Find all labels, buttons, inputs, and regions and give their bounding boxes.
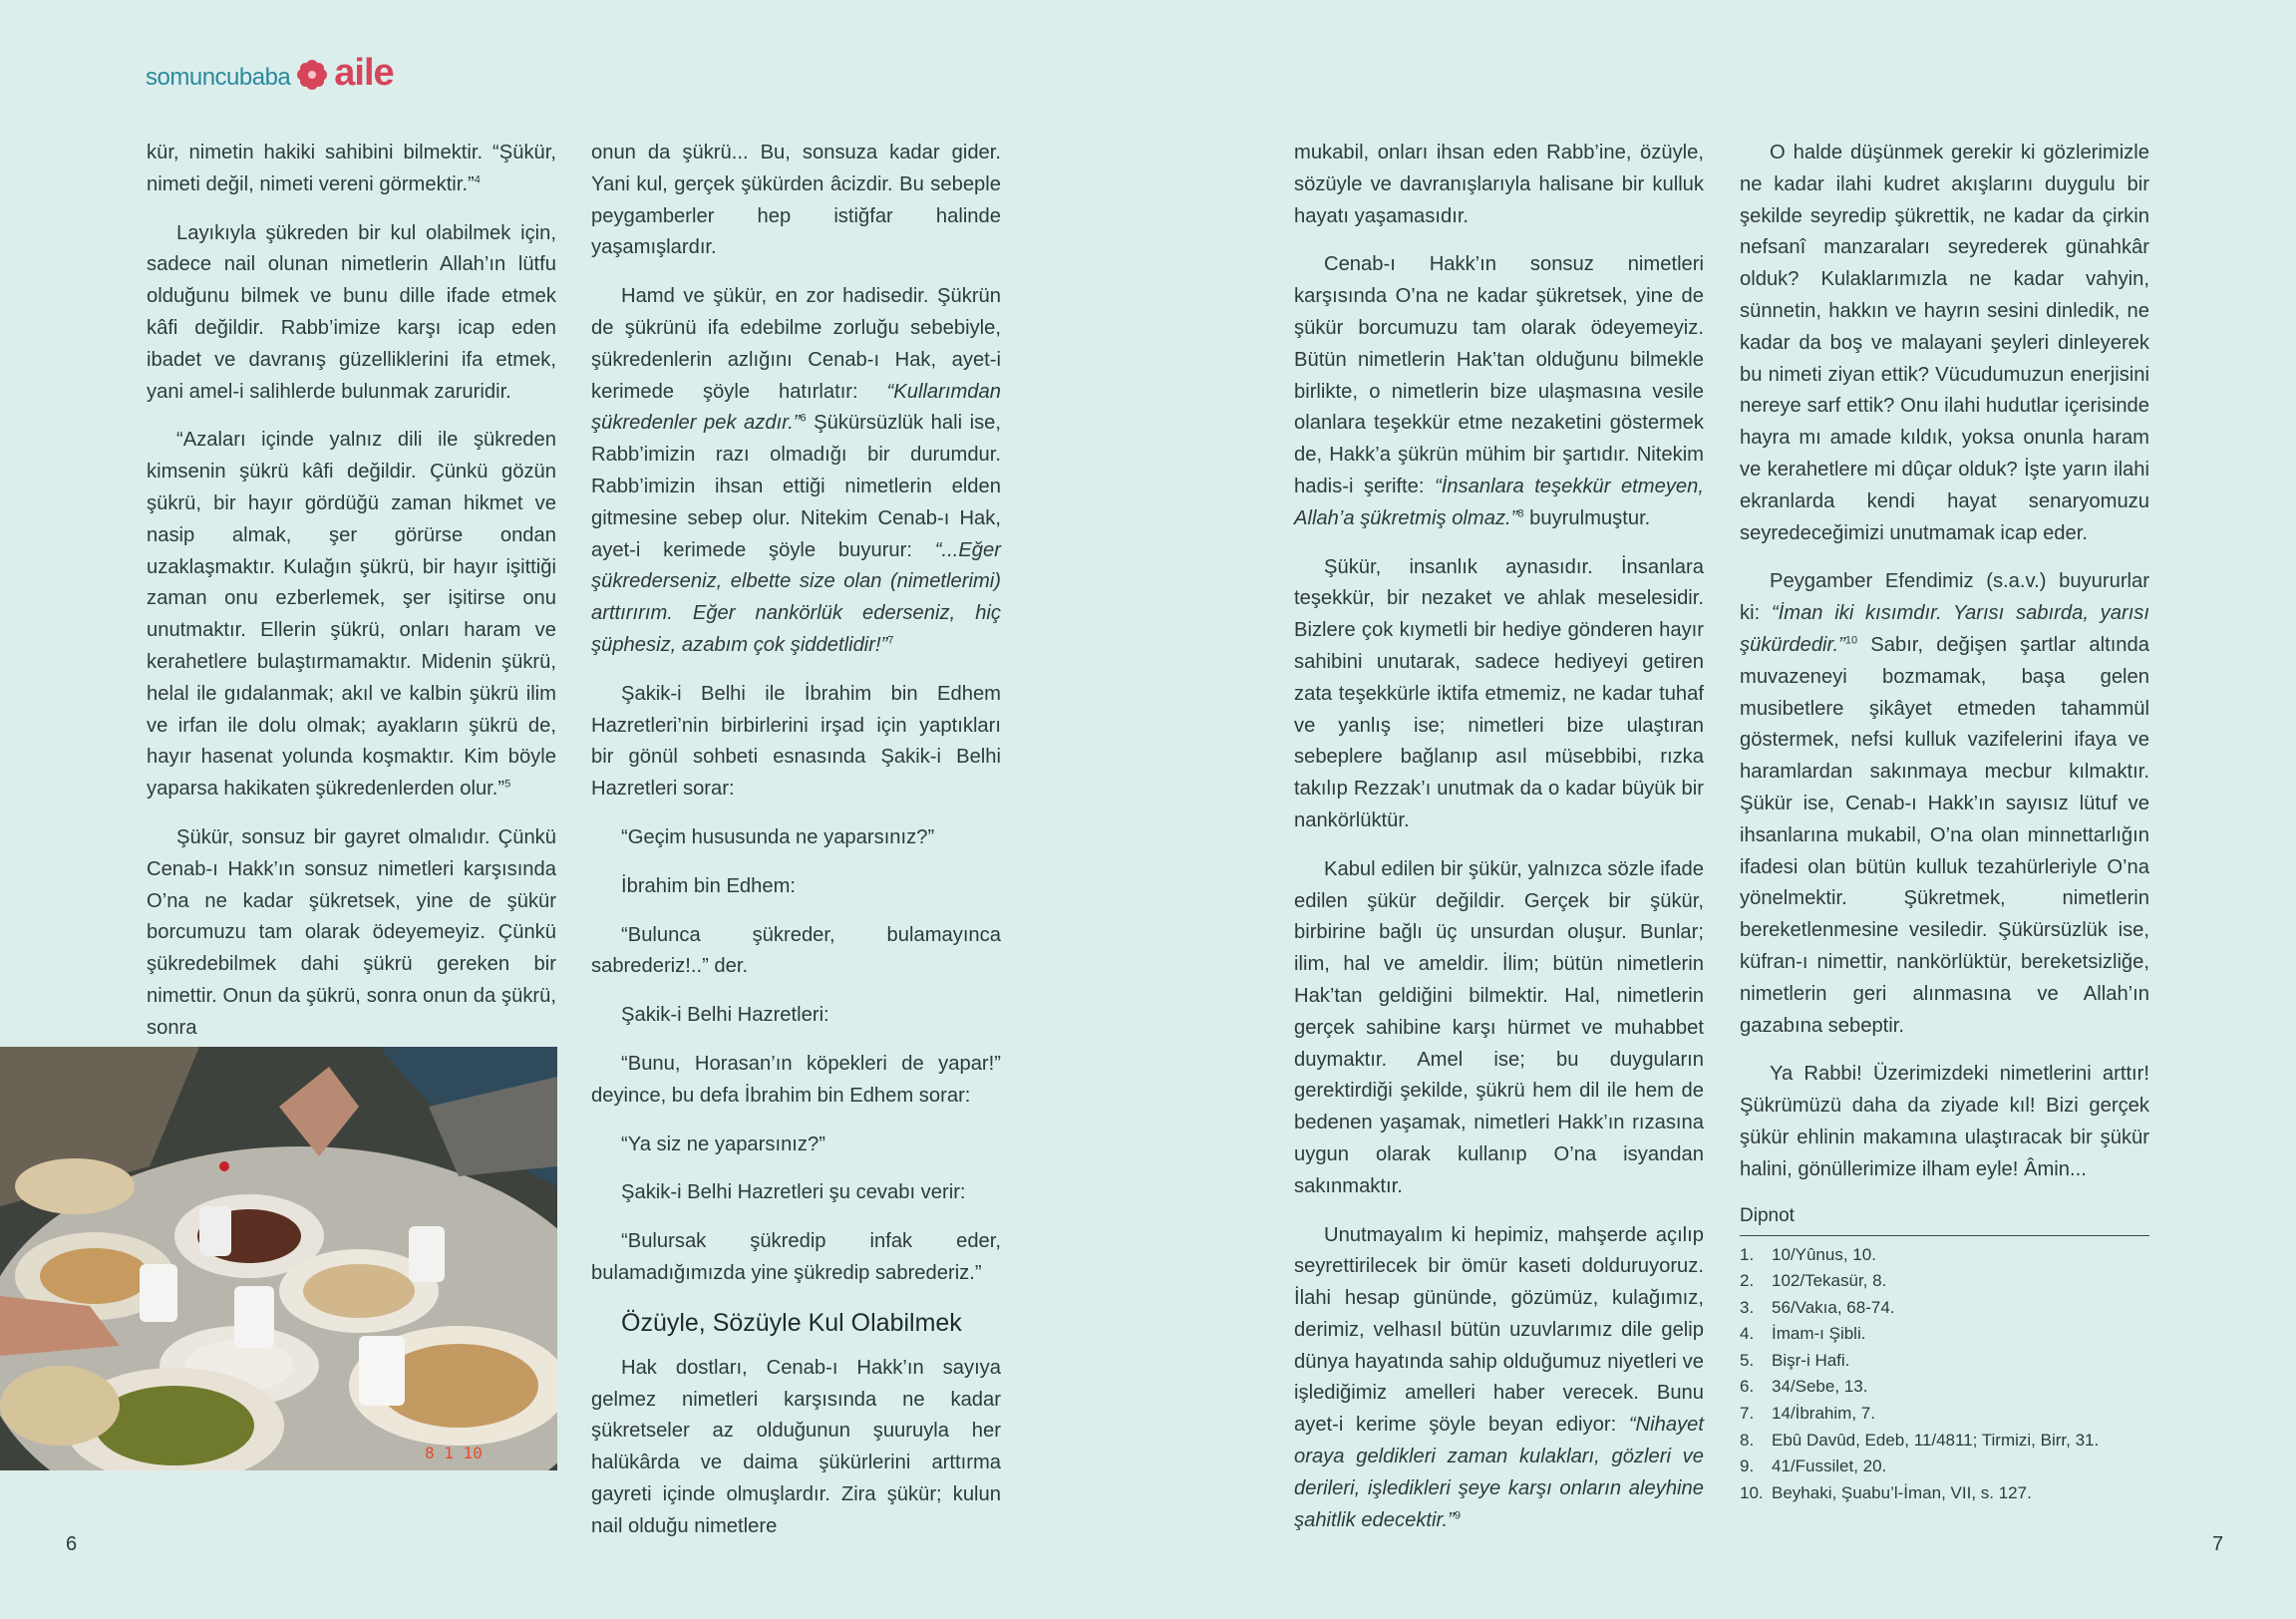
flower-icon: [296, 59, 328, 91]
footnote-ref: 8: [1517, 507, 1524, 520]
page-number-right: 7: [2212, 1533, 2224, 1555]
paragraph: Unutmayalım ki hepimiz, mahşerde açılıp seyrettirilecek bir ömür kaseti dolduruyoruz. İlahi hesap gününde, gözümüz, kulağımız, derimiz, velhasıl bütün uzuvlarımız dile gelip dünya hayatında sahip olduğumuz niyetleri ve işlediğimiz amelleri haber verecek. Bunu ayet-i kerime şöyle beyan ediyor: “Nihayet oraya geldikleri zaman kulakları, gözleri ve derileri, işledikleri şeye karşı onların aleyhine şahitlik edecektir.”$^9$: [1294, 1223, 1704, 1531]
quote-italic: “İnsanlara teşekkür etmeyen, Allah’a şükretmiş olmaz.”: [1294, 475, 1704, 529]
footnote-ref: 5: [504, 778, 511, 791]
footnote-item: 1. 10/Yûnus, 10.: [1740, 1244, 1876, 1264]
article-column-4: [1740, 138, 2149, 1506]
paragraph: mukabil, onları ihsan eden Rabb’ine, özüyle, sözüyle ve davranışlarıyla halisane bir kulluk hayatı yaşamasıdır.: [1294, 142, 1704, 227]
article-column-1: [147, 138, 556, 1062]
dialogue-line: “Ya siz ne yaparsınız?”: [621, 1133, 825, 1155]
dialogue-line: Şakik-i Belhi Hazretleri şu cevabı verir:: [621, 1181, 966, 1204]
footnote-item: 5. Bişr-i Hafi.: [1740, 1350, 1850, 1370]
dialogue-line: “Bunu, Horasan’ın köpekleri de yapar!” deyince, bu defa İbrahim bin Edhem sorar:: [591, 1052, 1001, 1107]
footnotes-list: [1740, 1242, 2149, 1507]
quote-italic: “Kullarımdan şükredenler pek azdır.”: [591, 380, 1001, 435]
section-heading: Özüyle, Sözüyle Kul Olabilmek: [621, 1308, 962, 1337]
footnote-item: 6. 34/Sebe, 13.: [1740, 1377, 1868, 1397]
article-column-2: [591, 138, 1001, 1559]
footnotes-title: Dipnot: [1740, 1203, 2149, 1236]
footnote-item: 3. 56/Vakıa, 68-74.: [1740, 1297, 1895, 1317]
dialogue-line: “Bulunca şükreder, bulamayınca sabrederiz!..” der.: [591, 923, 1001, 978]
paragraph: Hak dostları, Cenab-ı Hakk’ın sayıya gelmez nimetleri karşısında ne kadar şükretseler az olduğunun şuuruyla her halükârda ve daima şükürlerini arttırma gayreti içinde olmuşlardır. Zira şükür; kulun nail olduğu nimetlere: [591, 1356, 1001, 1537]
paragraph: Peygamber Efendimiz (s.a.v.) buyururlar ki: “İman iki kısımdır. Yarısı sabırda, yarısı şükürdedir.”$^{10}$ Sabır, değişen şartlar altında muvazeneyi bozmamak, başa gelen musibetlere şikâyet etmeden tahammül göstermek, nefsi kulluk vazifelerini ifaya ve haramlardan sakınmaya mecbur kılmaktır. Şükür ise, Cenab-ı Hakk’ın sayısız lütuf ve ihsanlarına mukabil, O’na olan minnettarlığın ifadesi olan bütün kulluk tezahürleriyle O’na yönelmektir. Şükretmek, nimetlerin bereketlenmesine vesiledir. Şükürsüzlük ise, küfran-ı nimettir, nankörlüktür, bereketsizliğe, nimetlerin geri alınmasına ve Allah’ın gazabına sebeptir.: [1740, 570, 2150, 1037]
paragraph: kür, nimetin hakiki sahibini bilmektir. “Şükür, nimeti değil, nimeti vereni görmektir.”$^4$: [147, 142, 556, 195]
article-column-3: [1294, 138, 1704, 1553]
quote-italic: “Nihayet oraya geldikleri zaman kulakları, gözleri ve derileri, işledikleri şeye karşı onların aleyhine şahitlik edecektir.”: [1294, 1414, 1704, 1531]
dialogue-line: “Geçim hususunda ne yaparsınız?”: [621, 825, 935, 848]
paragraph: “Azaları içinde yalnız dili ile şükreden kimsenin şükrü kâfi değildir. Çünkü gözün şükrü, bir hayır gördüğü zaman hikmet ve nasip almak, şer görürse ondan uzaklaşmaktır. Kulağın şükrü, bir hayır işittiği zaman onu ezberlemek, şer işitirse onu unutmaktır. Ellerin şükrü, onları haram ve kerahetlere bulaştırmamaktır. Midenin şükrü, helal ile gıdalanmak; akıl ve kalbin şükrü ilim ve irfan ile dolu olmak; ayakların şükrü de, hayır hasenat yolunda koşmaktır. Kim böyle yaparsa hakikaten şükredenlerden olur.”$^5$: [147, 429, 556, 801]
dialogue-line: İbrahim bin Edhem:: [621, 874, 797, 897]
footnote-item: 4. İmam-ı Şibli.: [1740, 1324, 1866, 1344]
footnote-item: 7. 14/İbrahim, 7.: [1740, 1404, 1875, 1424]
quote-italic: “İman iki kısımdır. Yarısı sabırda, yarısı şükürdedir.”: [1740, 602, 2150, 656]
food-table-image: [0, 1047, 557, 1470]
footnote-item: 8. Ebû Davûd, Edeb, 11/4811; Tirmizi, Birr, 31.: [1740, 1430, 2100, 1450]
paragraph: Kabul edilen bir şükür, yalnızca sözle ifade edilen şükür değildir. Gerçek bir şükür, birbirine bağlı üç unsurdan oluşur. Bunlar; ilim, hal ve ameldir. İlim; bütün nimetlerin Hak’tan geldiğini bilmektir. Hal, nimetlerin gerçek sahibine karşı hürmet ve muhabbet duymaktır. Amel ise; bu duyguların gerektirdiği şekilde, şükrü hem dil ile hem de bedenen yaşamak, nimetleri Hakk’ın rızasına uygun olarak kullanıp O’na isyandan sakınmaktır.: [1294, 857, 1704, 1197]
footnote-item: 2. 102/Tekasür, 8.: [1740, 1271, 1887, 1291]
footnote-ref: 7: [887, 634, 894, 647]
paragraph: Layıkıyla şükreden bir kul olabilmek için, sadece nail olunan nimetlerin Allah’ın lütfu olduğunu bilmek ve bunu dille ifade etmek kâfi değildir. Rabb’imize karşı icap eden ibadet ve davranış güzelliklerini ifa etmek, yani amel-i salihlerde bulunmak zaruridir.: [147, 221, 556, 403]
footnote-ref: 6: [800, 412, 807, 425]
food-photo: [0, 1047, 557, 1470]
photo-date-stamp: 8 1 10: [425, 1444, 483, 1462]
footnote-ref: 9: [1454, 1508, 1461, 1521]
footnote-item: 10. Beyhaki, Şuabu’l-İman, VII, s. 127.: [1740, 1482, 2032, 1502]
magazine-logo: [146, 52, 394, 95]
paragraph: Hamd ve şükür, en zor hadisedir. Şükrün de şükrünü ifa edebilme zorluğu sebebiyle, şükredenlerin azlığını Cenab-ı Hak, ayet-i kerimede şöyle hatırlatır: “Kullarımdan şükredenler pek azdır.”$^6$ Şükürsüzlük hali ise, Rabb’imizin razı olmadığı bir durumdur. Rabb’imizin ihsan ettiği nimetlerin elden gitmesine sebep olur. Nitekim Cenab-ı Hak, ayet-i kerimede şöyle buyurur: “...Eğer şükrederseniz, elbette size olan (nimetlerimi) arttırırım. Eğer nankörlük ederseniz, hiç şüphesiz, azabım çok şiddetlidir!”$^7$: [591, 285, 1001, 656]
paragraph: Ya Rabbi! Üzerimizdeki nimetlerini arttır! Şükrümüzü daha da ziyade kıl! Bizi gerçek şükür ehlinin makamına ulaştıracak bir şükür halini, gönüllerimize ilham eyle! Âmin...: [1740, 1063, 2149, 1180]
paragraph: Şükür, insanlık aynasıdır. İnsanlara teşekkür, bir nezaket ve ahlak meselesidir. Bizlere çok kıymetli bir hediye gönderen hayır sahibini unutarak, sadece hediyeyi getiren zata teşekkürle iktifa etmemiz, ne kadar tuhaf ve yanlış ise; nimetleri bize ulaştıran sebeplere bağlanıp asıl müsebbibi, rızka takılıp Rezzak’ı unutmak da o kadar büyük bir nankörlüktür.: [1294, 555, 1704, 831]
brand-name: somuncubaba: [146, 64, 291, 91]
footnote-ref: 10: [1844, 634, 1858, 647]
section-name: aile: [334, 52, 394, 94]
footnote-item: 9. 41/Fussilet, 20.: [1740, 1457, 1887, 1476]
dialogue-line: Şakik-i Belhi Hazretleri:: [621, 1004, 829, 1027]
page-number-left: 6: [66, 1533, 78, 1555]
footnote-ref: 4: [474, 173, 481, 186]
paragraph: Şakik-i Belhi ile İbrahim bin Edhem Hazretleri’nin birbirlerini irşad için yaptıkları bir gönül sohbeti esnasında Şakik-i Belhi Hazretleri sorar:: [591, 682, 1001, 801]
paragraph: Cenab-ı Hakk’ın sonsuz nimetleri karşısında O’na ne kadar şükretsek, yine de şükür borcumuzu tam olarak ödeyemeyiz. Bütün nimetlerin Hak’tan olduğunu bilmekle birlikte, o nimetlerin bize ulaşmasına vesile olanlara teşekkür etme nezaketini göstermek de, Hakk’a şükrün mühim bir şartıdır. Nitekim hadis-i şerifte: “İnsanlara teşekkür etmeyen, Allah’a şükretmiş olmaz.”$^8$ buyrulmuştur.: [1294, 253, 1704, 529]
paragraph: onun da şükrü... Bu, sonsuza kadar gider. Yani kul, gerçek şükürden âcizdir. Bu sebeple peygamberler hep istiğfar halinde yaşamışlardır.: [591, 142, 1001, 259]
dialogue-line: “Bulursak şükredip infak eder, bulamadığımızda yine şükredip sabrederiz.”: [591, 1230, 1001, 1284]
paragraph: Şükür, sonsuz bir gayret olmalıdır. Çünkü Cenab-ı Hakk’ın sonsuz nimetleri karşısında O’na ne kadar şükretsek, yine de şükür borcumuzu tam olarak ödeyemeyiz. Çünkü şükredebilmek dahi şükrü gereken bir nimettir. Onun da şükrü, sonra onun da şükrü, sonra: [147, 825, 556, 1039]
quote-italic: “...Eğer şükrederseniz, elbette size olan (nimetlerimi) arttırırım. Eğer nankörlük ederseniz, hiç şüphesiz, azabım çok şiddetlidir!”: [591, 538, 1001, 656]
paragraph: O halde düşünmek gerekir ki gözlerimizle ne kadar ilahi kudret akışlarını duygulu bir şekilde seyredip şükrettik, ne kadar da çirkin nefsanî manzaraları seyrederek günahkâr olduk? Kulaklarımızla ne kadar vahyin, sünnetin, hakkın ve hayrın sesini dinledik, ne kadar da boş ve malayani şeyleri dinleyerek bu nimeti ziyan ettik? Vücudumuzun enerjisini nereye sarf ettik? Onu ilahi hudutlar içerisinde hayra mı amade kıldık, yoksa onunla haram ve kerahetlere mi dûçar olduk? İşte yarın ilahi ekranlarda kendi hayat senaryomuzu seyredeceğimizi unutmamak icap eder.: [1740, 142, 2149, 544]
